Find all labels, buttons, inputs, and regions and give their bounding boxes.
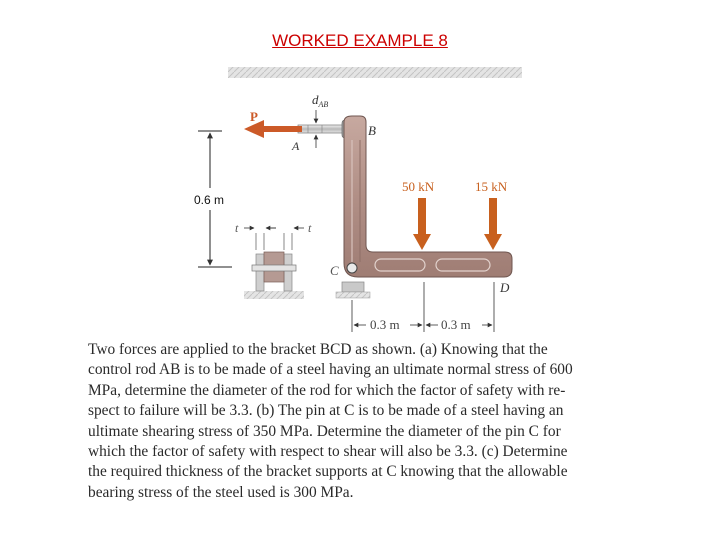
problem-line: control rod AB is to be made of a steel having an ultimate normal stress of 600 bbox=[88, 361, 573, 379]
problem-line: bearing stress of the steel used is 300 MPa. bbox=[88, 483, 354, 501]
problem-line: spect to failure will be 3.3. (b) The pin at C is to be made of a steel having an bbox=[88, 402, 564, 420]
label-d: D bbox=[500, 280, 510, 295]
problem-line: the required thickness of the bracket supports at C knowing that the allowable bbox=[88, 463, 568, 481]
label-a: A bbox=[292, 139, 300, 153]
figure-top-strip bbox=[228, 67, 522, 78]
load-2-arrow bbox=[484, 198, 502, 250]
load-1-arrow bbox=[413, 198, 431, 250]
support-side-view bbox=[244, 228, 304, 299]
problem-line: ultimate shearing stress of 350 MPa. Determine the diameter of the pin C for bbox=[88, 422, 561, 440]
height-dimension-label: 0.6 m bbox=[194, 193, 225, 207]
label-dab: $d_{AB}$ bbox=[312, 92, 329, 109]
load-1-label: 50 kN bbox=[402, 179, 435, 194]
label-t-right: t bbox=[308, 221, 312, 235]
support-c bbox=[336, 282, 370, 298]
problem-line: Two forces are applied to the bracket BCD as shown. (a) Knowing that the bbox=[88, 341, 548, 358]
label-t-left: t bbox=[235, 221, 239, 235]
slide-title: WORKED EXAMPLE 8 bbox=[272, 31, 448, 50]
label-b: B bbox=[368, 123, 376, 138]
label-c: C bbox=[330, 263, 339, 278]
load-2-label: 15 kN bbox=[475, 179, 508, 194]
bracket-bcd bbox=[344, 116, 512, 277]
span-1-label: 0.3 m bbox=[370, 317, 400, 332]
span-2-label: 0.3 m bbox=[441, 317, 471, 332]
problem-statement bbox=[88, 340, 648, 503]
label-p: P bbox=[250, 109, 258, 124]
pin-c bbox=[347, 263, 357, 273]
problem-line: which the factor of safety with respect to shear will also be 3.3. (c) Determine bbox=[88, 443, 568, 461]
problem-line: MPa, determine the diameter of the rod for which the factor of safety with re- bbox=[88, 381, 566, 399]
